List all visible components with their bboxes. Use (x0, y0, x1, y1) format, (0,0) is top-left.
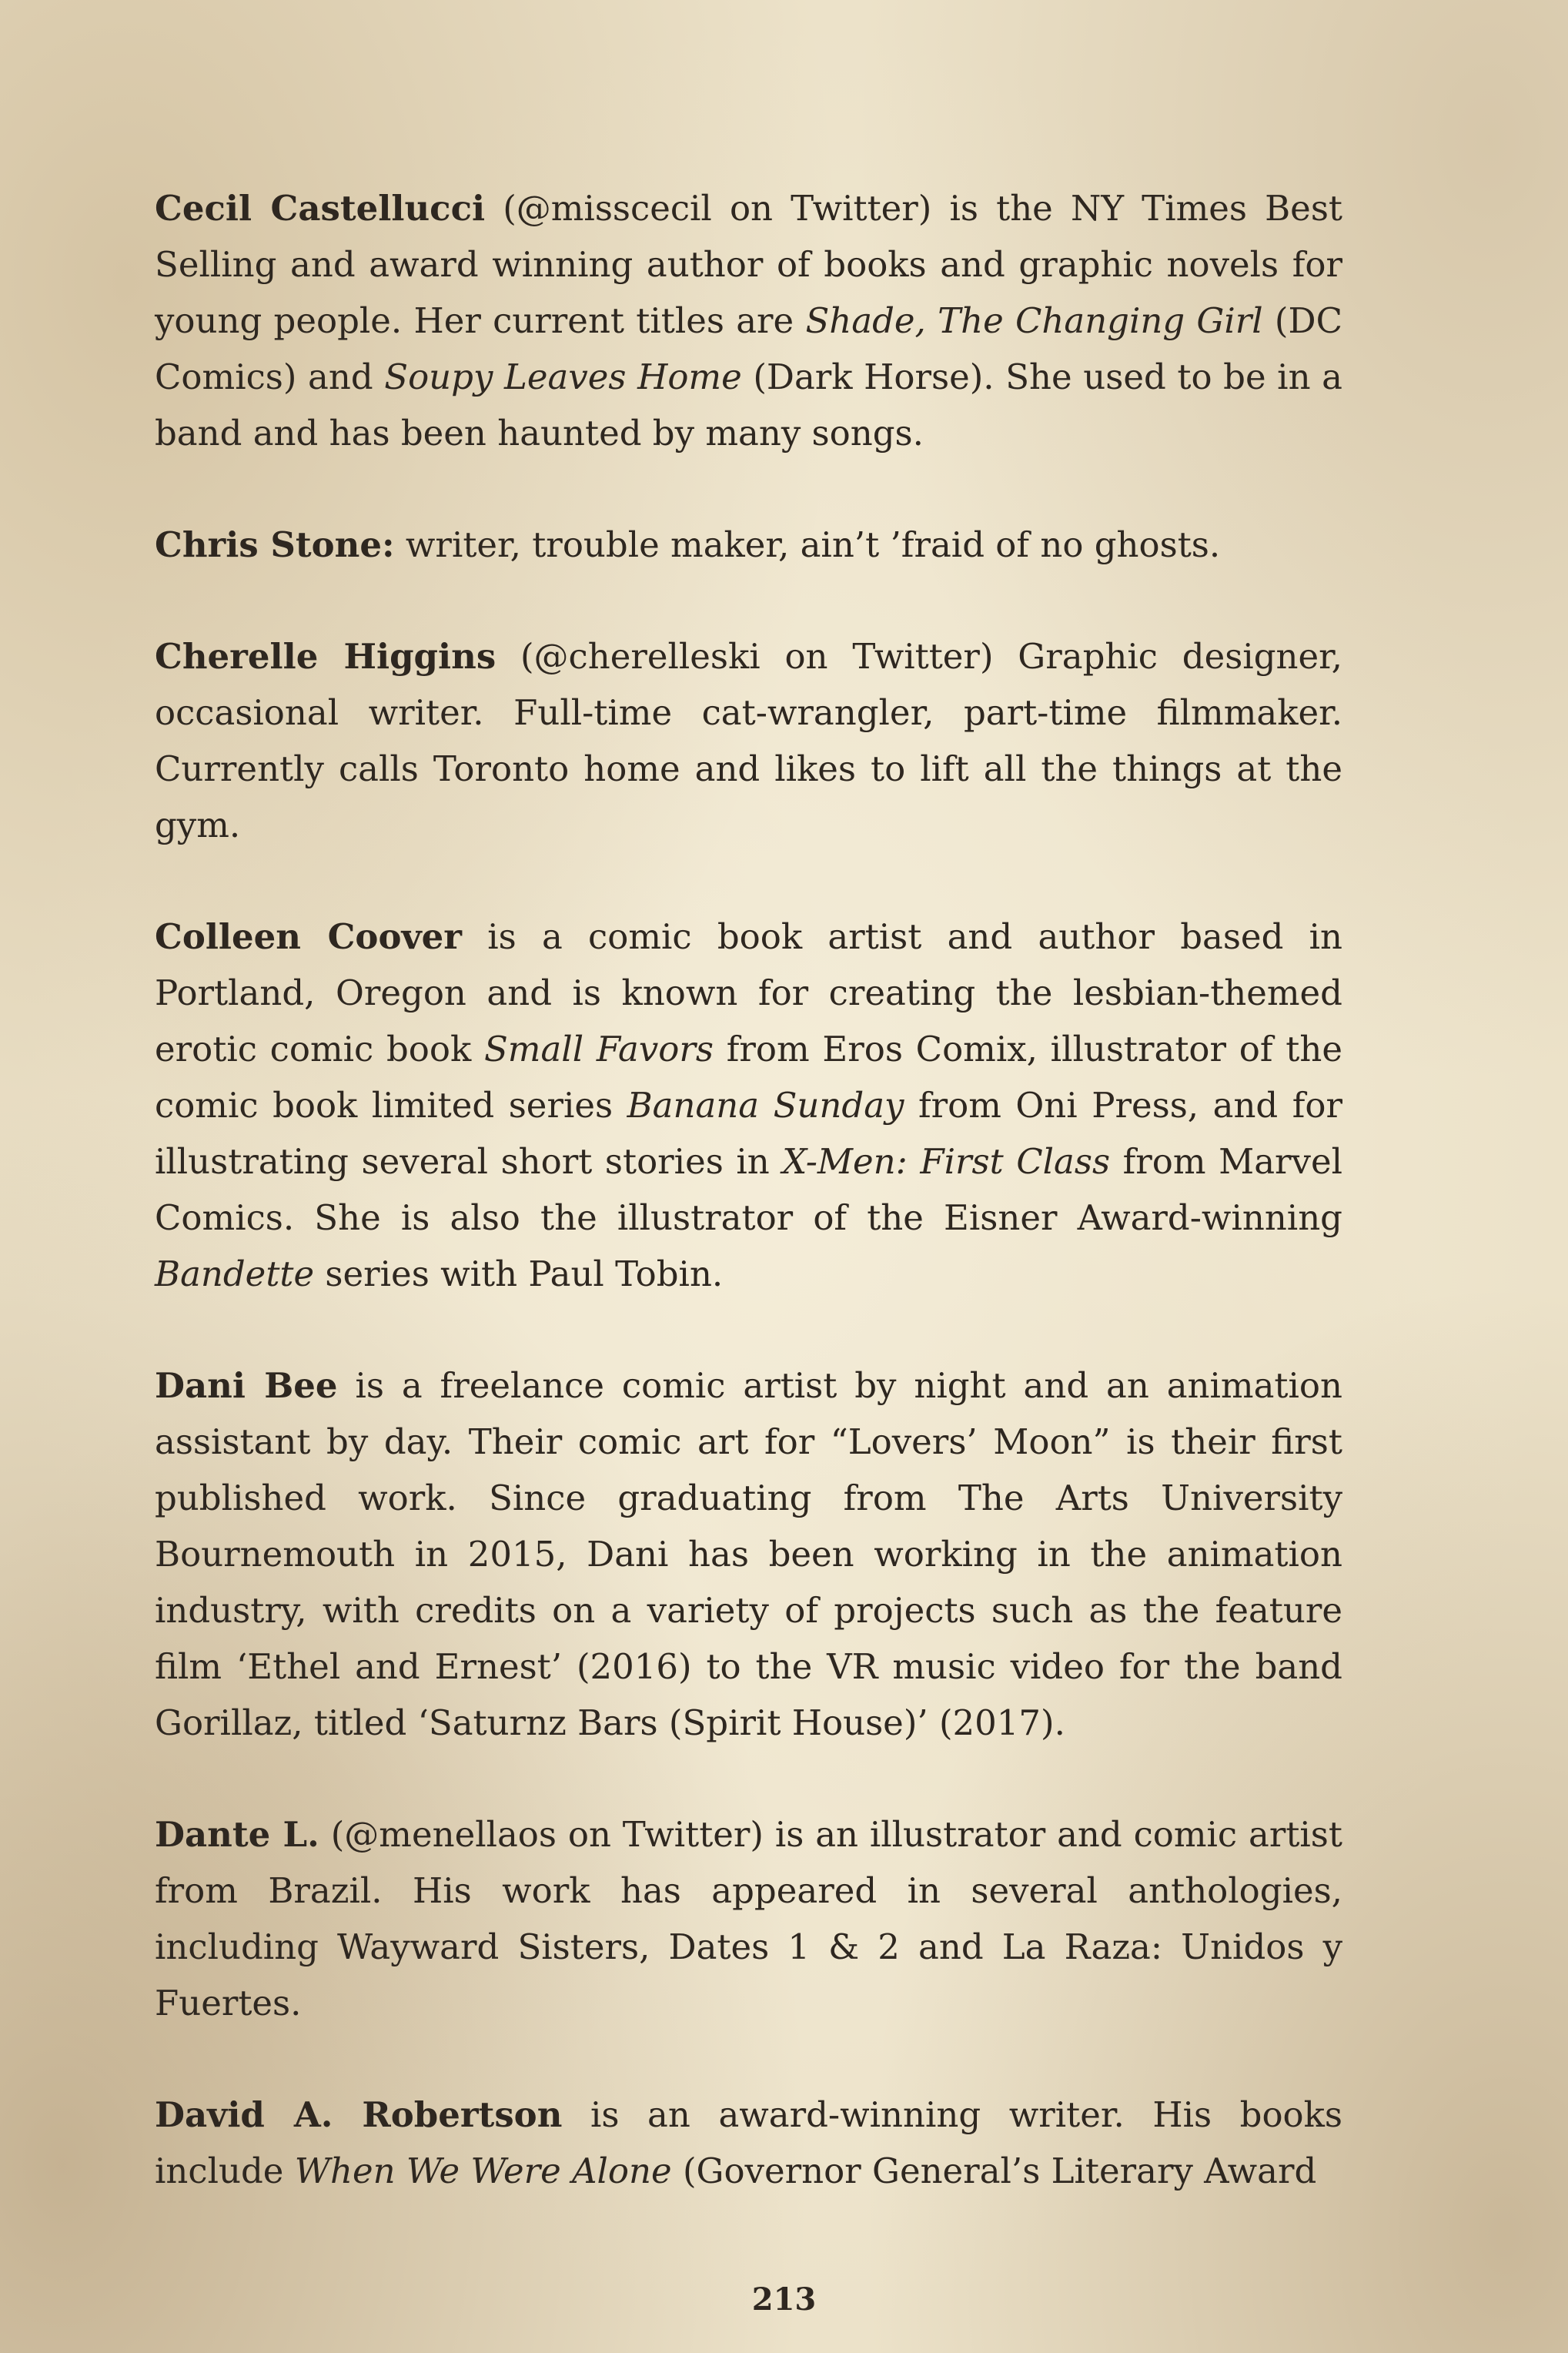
bio-name: Cherelle Higgins (155, 636, 496, 677)
bio-name: Chris Stone: (155, 524, 395, 565)
bio-dante-l (155, 1806, 1342, 2031)
bio-title: Soupy Leaves Home (384, 356, 742, 397)
bio-title: X-Men: First Class (782, 1141, 1111, 1182)
bio-text: from Oni Press, and for illustrating several short stories in (155, 1085, 1342, 1182)
bio-cecil-castellucci (155, 180, 1342, 461)
page-number: 213 (751, 2281, 817, 2318)
bio-colleen-coover (155, 909, 1342, 1302)
bio-title: Bandette (155, 1253, 315, 1294)
bio-text: (@misscecil on Twitter) is the NY Times Best Selling and award winning author of books and graphic novels for young people. Her current titles are (155, 188, 1342, 341)
bio-text: (@menellaos on Twitter) is an illustrator and comic artist from Brazil. His work has appeared in several anthologies, including Wayward Sisters, Dates 1 & 2 and La Raza: Unidos y Fuertes. (155, 1814, 1342, 2023)
bio-text: from Marvel Comics. She is also the illustrator of the Eisner Award-winning (155, 1141, 1342, 1238)
bio-dani-bee (155, 1357, 1342, 1751)
bio-text: is a comic book artist and author based in Portland, Oregon and is known for creating the lesbian-themed erotic comic book (155, 916, 1343, 1069)
bio-text: writer, trouble maker, ain’t ’fraid of no ghosts. (394, 524, 1221, 565)
bio-chris-stone (155, 517, 1342, 573)
bio-text: (DC Comics) and (155, 300, 1342, 397)
bio-text: is a freelance comic artist by night and an animation assistant by day. Their comic art for “Lovers’ Moon” is their first published work. Since graduating from The Arts University Bournemouth in 2015, Dani has been working in the animation industry, with credits on a variety of projects such as the feature film ‘Ethel and Ernest’ (2016) to the VR music video for the band Gorillaz, titled ‘Saturnz Bars (Spirit House)’ (2017). (155, 1365, 1342, 1743)
bio-name: Dante L. (155, 1814, 319, 1855)
bio-title: Shade, The Changing Girl (805, 300, 1263, 341)
bio-cherelle-higgins (155, 628, 1342, 853)
bio-title: Banana Sunday (627, 1085, 904, 1126)
bio-text: from Eros Comix, illustrator of the comic book limited series (155, 1029, 1342, 1126)
contributor-bios (155, 180, 1342, 2254)
bio-text: (@cherelleski on Twitter) Graphic designer, occasional writer. Full-time cat-wrangler, part-time filmmaker. Currently calls Toronto home and likes to lift all the things at the gym. (155, 636, 1342, 845)
bio-title: When We Were Alone (294, 2151, 672, 2191)
bio-text: is an award-winning writer. His books include (155, 2094, 1342, 2191)
bio-title: Small Favors (483, 1029, 714, 1069)
bio-name: David A. Robertson (155, 2094, 563, 2135)
bio-david-a-robertson (155, 2087, 1342, 2199)
bio-text: (Dark Horse). She used to be in a band and has been haunted by many songs. (155, 356, 1342, 454)
bio-name: Colleen Coover (155, 916, 462, 957)
bio-text: series with Paul Tobin. (314, 1253, 724, 1294)
bio-name: Dani Bee (155, 1365, 338, 1406)
bio-text: (Governor General’s Literary Award (671, 2151, 1317, 2191)
bio-name: Cecil Castellucci (155, 188, 486, 229)
